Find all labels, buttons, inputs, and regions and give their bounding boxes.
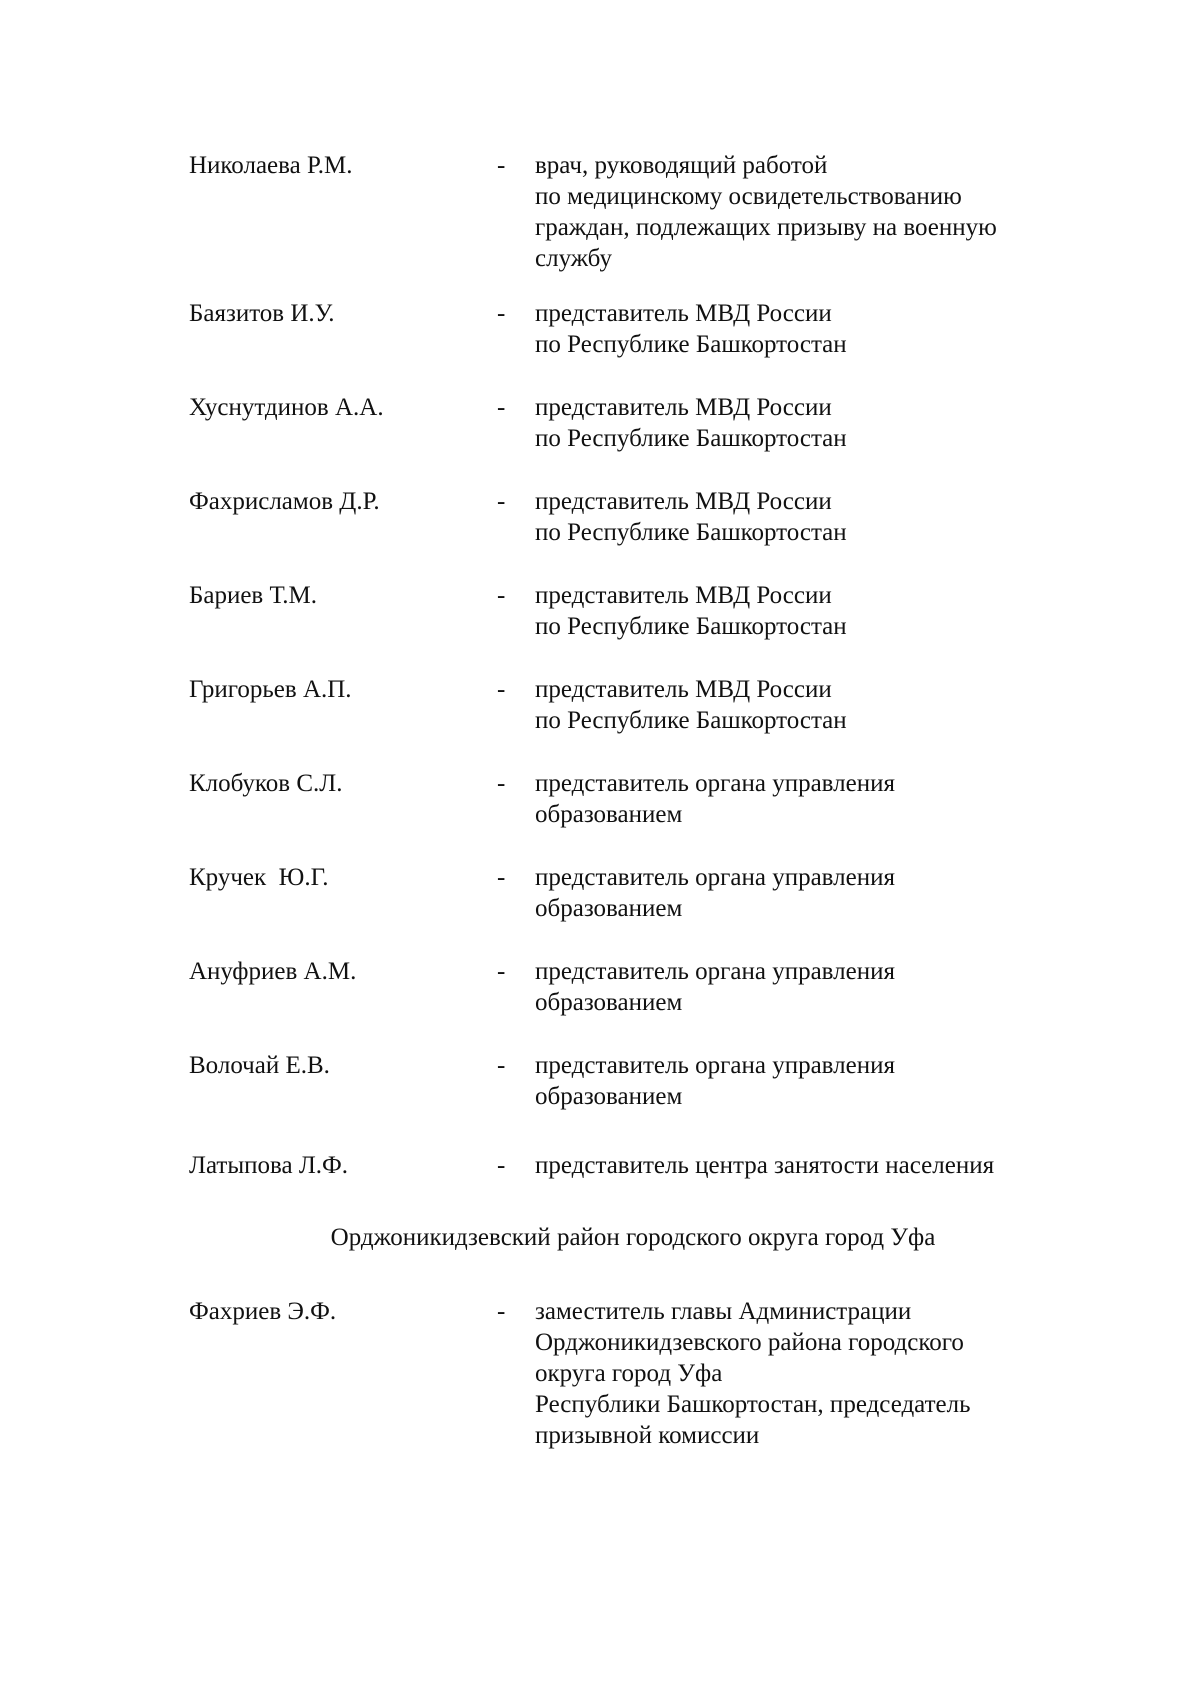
member-name: Клобуков С.Л. [189,770,343,797]
member-role [535,150,1095,274]
member-role-line: представитель МВД России [535,582,832,609]
member-role-line: образованием [535,989,683,1016]
member-role [535,580,1095,642]
member-role-line: представитель органа управления [535,1052,895,1079]
member-role-line: представитель органа управления [535,958,895,985]
member-role-line: округа город Уфа [535,1360,723,1387]
member-role-line: по Республике Башкортостан [535,425,847,452]
member-role [535,674,1095,736]
member-role [535,1050,1095,1112]
member-name: Баязитов И.У. [189,300,335,327]
member-role-line: представитель МВД России [535,676,832,703]
member-role [535,486,1095,548]
member-name: Волочай Е.В. [189,1052,330,1079]
member-role-line: призывной комиссии [535,1422,760,1449]
member-name: Николаева Р.М. [189,152,353,179]
member-name: Кручек Ю.Г. [189,864,329,891]
member-role-line: службу [535,245,612,272]
member-role-line: заместитель главы Администрации [535,1298,912,1325]
member-role-line: образованием [535,801,683,828]
member-role [535,1296,1095,1451]
member-name: Бариев Т.М. [189,582,317,609]
member-role-line: по Республике Башкортостан [535,519,847,546]
separator-dash: - [497,676,506,703]
member-role-line: представитель органа управления [535,864,895,891]
member-role-line: по Республике Башкортостан [535,613,847,640]
member-role-line: по Республике Башкортостан [535,331,847,358]
separator-dash: - [497,864,506,891]
member-role [535,298,1095,360]
separator-dash: - [497,582,506,609]
member-name: Фахрисламов Д.Р. [189,488,380,515]
separator-dash: - [497,1152,506,1179]
member-role [535,768,1095,830]
member-role-line: Орджоникидзевского района городского [535,1329,964,1356]
separator-dash: - [497,958,506,985]
separator-dash: - [497,770,506,797]
member-role [535,862,1095,924]
member-name: Григорьев А.П. [189,676,352,703]
member-role-line: по Республике Башкортостан [535,707,847,734]
member-role-line: представитель органа управления [535,770,895,797]
member-role [535,956,1095,1018]
member-role [535,392,1095,454]
separator-dash: - [497,394,506,421]
member-role-line: по медицинскому освидетельствованию [535,183,962,210]
member-role-line: представитель МВД России [535,488,832,515]
member-name: Хуснутдинов А.А. [189,394,384,421]
separator-dash: - [497,1298,506,1325]
member-role-line: представитель центра занятости населения [535,1152,995,1179]
member-role-line: врач, руководящий работой [535,152,828,179]
separator-dash: - [497,300,506,327]
member-role-line: Республики Башкортостан, председатель [535,1391,971,1418]
member-name: Фахриев Э.Ф. [189,1298,337,1325]
separator-dash: - [497,152,506,179]
member-role [535,1150,1095,1181]
section-heading: Орджоникидзевский район городского округа город Уфа [330,1224,936,1251]
member-role-line: образованием [535,895,683,922]
member-role-line: граждан, подлежащих призыву на военную [535,214,997,241]
member-role-line: представитель МВД России [535,394,832,421]
member-name: Ануфриев А.М. [189,958,357,985]
member-role-line: образованием [535,1083,683,1110]
separator-dash: - [497,1052,506,1079]
separator-dash: - [497,488,506,515]
member-role-line: представитель МВД России [535,300,832,327]
member-name: Латыпова Л.Ф. [189,1152,349,1179]
